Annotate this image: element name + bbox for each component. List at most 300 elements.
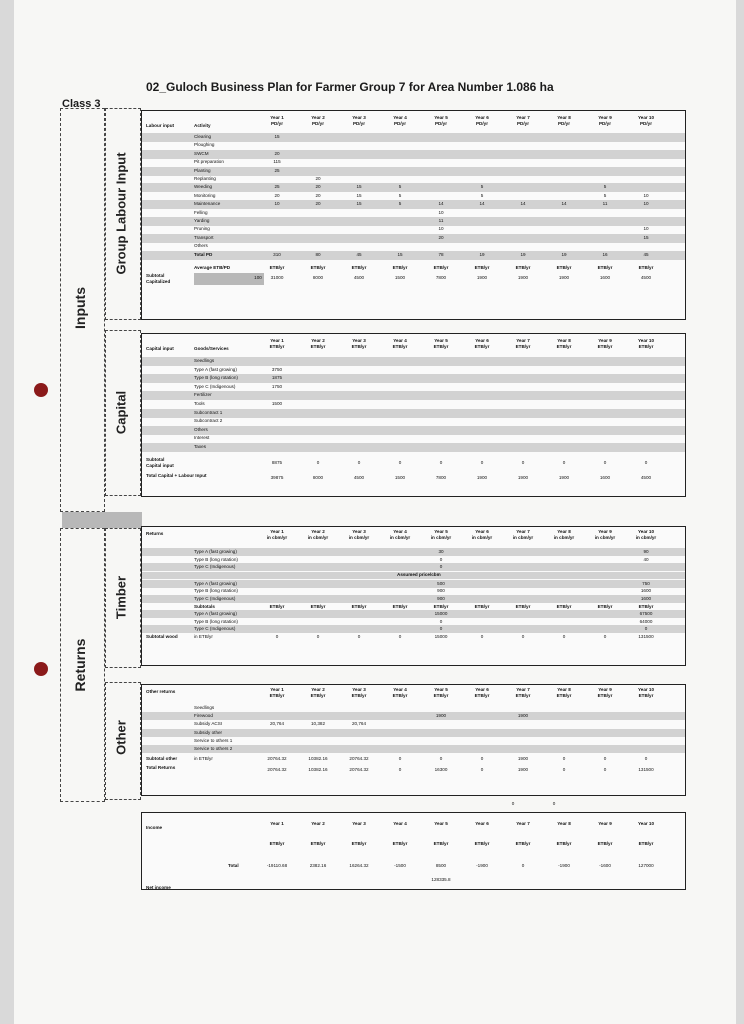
activity-row xyxy=(142,217,685,226)
capital-value: 3750 xyxy=(271,366,283,372)
unit-header: ETB/yr xyxy=(515,841,531,846)
labour-value: 19 xyxy=(561,251,567,257)
timber-type-label: Type B (long rotation) xyxy=(194,588,238,594)
unit-header: in cbm/yr xyxy=(594,535,616,540)
capital-subtotal: 8875 xyxy=(271,459,283,465)
total-returns-value: 0 xyxy=(398,767,402,773)
capitalized-label: Capitalized xyxy=(146,278,171,284)
subtotal-wood-label: Subtotal wood xyxy=(146,634,178,639)
capital-subtotal: 0 xyxy=(439,459,443,465)
year-header: Year 3 xyxy=(352,529,366,534)
group-labour-label: Group Labour Input xyxy=(113,152,129,275)
labour-value: 10 xyxy=(274,201,280,207)
unit-header: ETB/yr xyxy=(269,264,285,270)
income-value: -1900 xyxy=(558,863,570,868)
activity-label: Planting xyxy=(194,167,211,173)
labour-value: 10 xyxy=(643,226,649,232)
activity-row xyxy=(142,133,685,142)
labour-value: 15 xyxy=(643,234,649,240)
timber-volume: 0 xyxy=(439,564,443,570)
year-header: Year 3 xyxy=(352,115,366,120)
year-header: Year 4 xyxy=(393,687,407,692)
subtotal-wood-value: 0 xyxy=(521,634,525,639)
income-value: -19110.68 xyxy=(266,863,288,868)
capital-item-label: Fertilizer xyxy=(194,392,212,398)
unit-header: PD/yr xyxy=(639,121,652,126)
activity-label: Weeding xyxy=(194,184,213,190)
labour-subtotal: 7800 xyxy=(435,274,447,280)
unit-header: ETB/yr xyxy=(556,693,572,698)
total-capital-labour: 1900 xyxy=(558,474,570,480)
labour-value: 5 xyxy=(398,192,402,198)
unit-header: in cbm/yr xyxy=(471,535,493,540)
timber-subtotal: 15000 xyxy=(434,611,448,617)
year-header: Year 9 xyxy=(598,115,612,120)
unit-header: PD/yr xyxy=(393,121,406,126)
year-header: Year 4 xyxy=(393,115,407,120)
labour-value: 78 xyxy=(438,251,444,257)
labour-subtotal: 4500 xyxy=(640,274,652,280)
total-returns-value: 0 xyxy=(480,767,484,773)
labour-value: 20 xyxy=(274,192,280,198)
labour-value: 15 xyxy=(397,251,403,257)
subsidy-value: 20,764 xyxy=(351,721,367,727)
timber-table xyxy=(141,526,686,666)
year-header: Year 4 xyxy=(393,821,407,826)
total-capital-labour: 7800 xyxy=(435,474,447,480)
unit-header: ETB/yr xyxy=(269,603,285,609)
subtotal-wood-value: 15000 xyxy=(434,634,448,639)
year-header: Year 9 xyxy=(598,338,612,343)
unit-header: ETB/yr xyxy=(351,693,367,698)
labour-value: 5 xyxy=(480,184,484,190)
income-value: -1900 xyxy=(476,863,488,868)
year-header: Year 1 xyxy=(270,529,284,534)
unit-header: ETB/yr xyxy=(351,264,367,270)
unit-header: ETB/yr xyxy=(310,344,326,349)
price-band-label: Assumed price/cbm xyxy=(397,571,441,577)
unit-header: ETB/yr xyxy=(351,344,367,349)
activity-header: Activity xyxy=(194,123,211,128)
year-header: Year 7 xyxy=(516,338,530,343)
income-value: 2382.16 xyxy=(309,863,327,868)
capital-subtotal: 0 xyxy=(357,459,361,465)
subtotal-other-value: 0 xyxy=(562,756,566,762)
year-header: Year 7 xyxy=(516,529,530,534)
capital-item-label: Seedlings xyxy=(194,358,215,363)
labour-value: 20 xyxy=(315,176,321,181)
year-header: Year 9 xyxy=(598,821,612,826)
labour-value: 310 xyxy=(273,251,281,257)
unit-header: ETB/yr xyxy=(474,344,490,349)
total-returns-value: 20764.32 xyxy=(267,767,287,773)
income-value: -1600 xyxy=(599,863,611,868)
subtotal-other-value: 0 xyxy=(439,756,443,762)
labour-value: 45 xyxy=(356,251,362,257)
total-returns-value: 20764.32 xyxy=(349,767,369,773)
capital-subtotal: 0 xyxy=(480,459,484,465)
year-header: Year 1 xyxy=(270,687,284,692)
unit-header: ETB/yr xyxy=(515,603,531,609)
total-returns-value: 1900 xyxy=(517,767,529,773)
capital-row xyxy=(142,391,685,400)
year-header: Year 8 xyxy=(557,529,571,534)
activity-label: Yarding xyxy=(194,218,210,223)
timber-price: 900 xyxy=(437,588,445,594)
activity-label: Maintenance xyxy=(194,201,221,207)
labour-value: 19 xyxy=(479,251,485,257)
labour-value: 10 xyxy=(438,209,444,215)
net-income-label: Net income xyxy=(146,885,171,890)
other-row xyxy=(142,729,685,737)
labour-value: 5 xyxy=(603,184,607,190)
timber-subtotal: 64000 xyxy=(639,618,653,624)
unit-header: PD/yr xyxy=(270,121,283,126)
labour-value: 16 xyxy=(602,251,608,257)
below-zero-value: 0 xyxy=(511,801,515,806)
labour-value: 15 xyxy=(356,184,362,190)
labour-value: 15 xyxy=(356,192,362,198)
labour-subtotal: 1900 xyxy=(517,274,529,280)
year-header: Year 3 xyxy=(352,338,366,343)
binder-hole-icon xyxy=(34,383,48,397)
year-header: Year 6 xyxy=(475,338,489,343)
income-value: 8500 xyxy=(435,863,447,868)
unit-header: ETB/yr xyxy=(392,344,408,349)
year-header: Year 6 xyxy=(475,529,489,534)
unit-header: ETB/yr xyxy=(310,693,326,698)
capital-row xyxy=(142,409,685,418)
total-capital-labour: 39875 xyxy=(270,474,284,480)
unit-header: ETB/yr xyxy=(433,264,449,270)
subtotal-other-value: 1900 xyxy=(517,756,529,762)
labour-value: 14 xyxy=(438,201,444,207)
labour-value: 5 xyxy=(398,184,402,190)
avg-etb-value: 100 xyxy=(254,274,262,280)
subtotal-other-value: 20764.32 xyxy=(267,756,287,762)
year-header: Year 1 xyxy=(270,821,284,826)
unit-header: ETB/yr xyxy=(392,841,408,846)
labour-value: 5 xyxy=(480,192,484,198)
unit-header: ETB/yr xyxy=(597,344,613,349)
year-header: Year 2 xyxy=(311,687,325,692)
timber-volume: 90 xyxy=(643,549,649,554)
capital-row xyxy=(142,357,685,366)
labour-value: 14 xyxy=(479,201,485,207)
unit-header: PD/yr xyxy=(311,121,324,126)
year-header: Year 8 xyxy=(557,687,571,692)
labour-subtotal: 4500 xyxy=(353,274,365,280)
total-capital-labour: 1600 xyxy=(599,474,611,480)
timber-price: 500 xyxy=(437,580,445,586)
labour-subtotal: 1900 xyxy=(476,274,488,280)
activity-row xyxy=(142,150,685,159)
subtotal-label: Subtotal xyxy=(146,272,165,278)
unit-header: ETB/yr xyxy=(515,264,531,270)
goods-services-header: Goods/Services xyxy=(194,346,229,351)
timber-price: 1600 xyxy=(640,596,652,601)
unit-header: ETB/yr xyxy=(433,344,449,349)
unit-header: ETB/yr xyxy=(597,693,613,698)
capital-label: Capital xyxy=(113,390,129,435)
timber-type-label: Type A (fast growing) xyxy=(194,580,237,586)
unit-header: PD/yr xyxy=(598,121,611,126)
income-value: 0 xyxy=(521,863,525,868)
subtotal-wood-value: 0 xyxy=(480,634,484,639)
labour-value: 14 xyxy=(520,201,526,207)
unit-header: PD/yr xyxy=(475,121,488,126)
unit-header: in cbm/yr xyxy=(512,535,534,540)
other-item-label: Subsidy other xyxy=(194,729,223,735)
year-header: Year 5 xyxy=(434,687,448,692)
labour-value: 15 xyxy=(274,134,280,139)
unit-header: ETB/yr xyxy=(474,603,490,609)
total-capital-labour: 8000 xyxy=(312,474,324,480)
timber-label: Timber xyxy=(113,575,129,620)
unit-header: ETB/yr xyxy=(474,841,490,846)
unit-header: ETB/yr xyxy=(269,841,285,846)
unit-header: in cbm/yr xyxy=(307,535,329,540)
returns-label: Returns xyxy=(72,638,88,692)
labour-value: 15 xyxy=(356,201,362,207)
capital-table xyxy=(141,333,686,497)
unit-header: ETB/yr xyxy=(310,603,326,609)
labour-value: 25 xyxy=(274,184,280,190)
other-label: Other xyxy=(113,720,129,755)
labour-value: 20 xyxy=(315,201,321,207)
unit-header: ETB/yr xyxy=(638,344,654,349)
activity-label: Ploughing xyxy=(194,142,215,148)
below-zero-value: 0 xyxy=(552,801,556,806)
other-item-label: Firewood xyxy=(194,713,213,719)
activity-label: SWCM xyxy=(194,150,209,156)
year-header: Year 7 xyxy=(516,687,530,692)
capital-item-label: Type C (Indigenous) xyxy=(194,383,236,389)
labour-subtotal: 1500 xyxy=(394,274,406,280)
timber-volume: 30 xyxy=(438,549,444,554)
labour-value: 20 xyxy=(274,150,280,156)
timber-volume: 40 xyxy=(643,556,649,562)
unit-header: ETB/yr xyxy=(269,693,285,698)
subtotal-wood-value: 0 xyxy=(275,634,279,639)
timber-type-label: Type B (long rotation) xyxy=(194,556,238,562)
unit-header: ETB/yr xyxy=(392,264,408,270)
activity-label: Transport xyxy=(194,234,214,240)
subtotal-other-value: 0 xyxy=(398,756,402,762)
unit-header: ETB/yr xyxy=(310,264,326,270)
capital-item-label: Type B (long rotation) xyxy=(194,375,238,381)
unit-header: PD/yr xyxy=(516,121,529,126)
unit-header: ETB/yr xyxy=(597,841,613,846)
other-item-label: Service to others 1 xyxy=(194,737,233,743)
labour-value: 20 xyxy=(315,192,321,198)
timber-subtotal: 0 xyxy=(644,626,648,632)
capital-subtotal: 0 xyxy=(644,459,648,465)
labour-value: 14 xyxy=(561,201,567,207)
activity-label: Replanting xyxy=(194,176,216,181)
unit-header: ETB/yr xyxy=(638,603,654,609)
activity-label: Pit preparation xyxy=(194,159,224,165)
unit-header: ETB/yr xyxy=(638,264,654,270)
other-returns-table xyxy=(141,684,686,796)
labour-value: 10 xyxy=(438,226,444,232)
other-item-label: Seedlings xyxy=(194,705,215,710)
unit-header: ETB/yr xyxy=(556,841,572,846)
year-header: Year 8 xyxy=(557,115,571,120)
labour-value: 80 xyxy=(315,251,321,257)
subtotal-other-label: Subtotal other xyxy=(146,756,178,762)
total-returns-value: 0 xyxy=(603,767,607,773)
labour-value: 19 xyxy=(520,251,526,257)
firewood-value: 1900 xyxy=(435,713,447,719)
unit-header: in cbm/yr xyxy=(635,535,657,540)
subtotal-other-value: 0 xyxy=(644,756,648,762)
capital-item-label: Tools xyxy=(194,401,205,406)
separator-band xyxy=(62,512,142,528)
capital-subtotal: 0 xyxy=(521,459,525,465)
unit-header: ETB/yr xyxy=(351,603,367,609)
capital-item-label: Interest xyxy=(194,435,210,441)
activity-label: Total PD xyxy=(194,251,213,257)
total-returns-value: 0 xyxy=(562,767,566,773)
unit-header: ETB/yr xyxy=(433,603,449,609)
year-header: Year 10 xyxy=(637,821,655,826)
capital-subtotal: 0 xyxy=(398,459,402,465)
unit-header: in cbm/yr xyxy=(553,535,575,540)
year-header: Year 5 xyxy=(434,338,448,343)
labour-value: 11 xyxy=(438,218,444,223)
timber-subtotal: 0 xyxy=(439,618,443,624)
inputs-label: Inputs xyxy=(72,287,88,329)
timber-type-label: Type A (fast growing) xyxy=(194,611,237,617)
class-label: Class 3 xyxy=(62,98,101,110)
year-header: Year 1 xyxy=(270,115,284,120)
year-header: Year 5 xyxy=(434,821,448,826)
total-capital-labour-label: Total Capital + Labour Input xyxy=(146,472,207,478)
other-item-label: Service to others 2 xyxy=(194,746,233,751)
total-capital-labour: 1500 xyxy=(394,474,406,480)
unit-header: ETB/yr xyxy=(597,603,613,609)
total-returns-value: 10382.16 xyxy=(308,767,328,773)
subtotal-other-value: 0 xyxy=(480,756,484,762)
income-value: 127000 xyxy=(638,863,654,868)
capital-item-label: Subcontract 1 xyxy=(194,409,223,415)
activity-row xyxy=(142,167,685,176)
total-returns-value: 131500 xyxy=(638,767,654,773)
unit-header: ETB/yr xyxy=(433,841,449,846)
unit-header: ETB/yr xyxy=(474,264,490,270)
labour-value: 115 xyxy=(273,159,281,165)
timber-subtotal: 67500 xyxy=(639,611,653,617)
timber-type-label: Type A (fast growing) xyxy=(194,549,237,554)
subtotal-wood-value: 0 xyxy=(316,634,320,639)
labour-value: 20 xyxy=(315,184,321,190)
labour-value: 5 xyxy=(603,192,607,198)
timber-type-label: Type C (Indigenous) xyxy=(194,596,236,601)
year-header: Year 8 xyxy=(557,821,571,826)
subtotal-other-unit: in ETB/yr xyxy=(194,756,213,762)
year-header: Year 2 xyxy=(311,529,325,534)
activity-label: Others xyxy=(194,243,208,249)
year-header: Year 4 xyxy=(393,529,407,534)
total-capital-labour: 1900 xyxy=(476,474,488,480)
timber-type-label: Type C (Indigenous) xyxy=(194,564,236,570)
labour-value: 20 xyxy=(438,234,444,240)
unit-header: PD/yr xyxy=(557,121,570,126)
year-header: Year 2 xyxy=(311,338,325,343)
unit-header: in cbm/yr xyxy=(430,535,452,540)
unit-header: ETB/yr xyxy=(638,841,654,846)
year-header: Year 3 xyxy=(352,821,366,826)
net-income-value: 128335.8 xyxy=(431,877,451,882)
returns-header: Returns xyxy=(146,531,164,536)
unit-header: ETB/yr xyxy=(597,264,613,270)
year-header: Year 2 xyxy=(311,821,325,826)
unit-header: ETB/yr xyxy=(515,344,531,349)
capital-value: 1500 xyxy=(271,401,283,406)
labour-value: 10 xyxy=(643,192,649,198)
labour-value: 10 xyxy=(643,201,649,207)
unit-header: ETB/yr xyxy=(392,693,408,698)
unit-header: ETB/yr xyxy=(433,693,449,698)
subtotal-other-value: 0 xyxy=(603,756,607,762)
unit-header: ETB/yr xyxy=(269,344,285,349)
total-capital-labour: 4500 xyxy=(353,474,365,480)
firewood-value: 1900 xyxy=(517,713,529,719)
avg-etb-label: Average ETB/PD xyxy=(194,264,231,270)
activity-row xyxy=(142,234,685,243)
capital-row xyxy=(142,426,685,435)
labour-subtotal: 1600 xyxy=(599,274,611,280)
capital-input-header: Capital input xyxy=(146,346,174,351)
year-header: Year 7 xyxy=(516,821,530,826)
unit-header: PD/yr xyxy=(352,121,365,126)
year-header: Year 10 xyxy=(637,115,655,120)
timber-type-label: Type B (long rotation) xyxy=(194,618,238,624)
total-capital-labour: 1900 xyxy=(517,474,529,480)
capital-value: 1750 xyxy=(271,383,283,389)
labour-table xyxy=(141,110,686,320)
unit-header: ETB/yr xyxy=(556,264,572,270)
binder-hole-icon xyxy=(34,662,48,676)
subtotal-other-value: 20764.32 xyxy=(349,756,369,762)
year-header: Year 4 xyxy=(393,338,407,343)
capital-item-label: Taxes xyxy=(194,444,206,449)
labour-value: 45 xyxy=(643,251,649,257)
labour-value: 25 xyxy=(274,167,280,173)
timber-price: 750 xyxy=(642,580,650,586)
unit-header: ETB/yr xyxy=(474,693,490,698)
subtotal-wood-unit: in ETB/yr xyxy=(194,634,213,639)
year-header: Year 10 xyxy=(637,529,655,534)
subtotal-wood-value: 131500 xyxy=(638,634,654,639)
capital-input-label: Capital input xyxy=(146,462,174,468)
subsidy-value: 20,764 xyxy=(269,721,285,727)
labour-value: 5 xyxy=(398,201,402,207)
document-title: 02_Guloch Business Plan for Farmer Group 7 for Area Number 1.086 ha xyxy=(146,80,554,94)
capital-item-label: Others xyxy=(194,426,208,432)
subtotal-wood-value: 0 xyxy=(398,634,402,639)
subtotal-wood-value: 0 xyxy=(357,634,361,639)
labour-subtotal: 8000 xyxy=(312,274,324,280)
activity-label: Felling xyxy=(194,209,208,215)
capital-subtotal: 0 xyxy=(603,459,607,465)
year-header: Year 5 xyxy=(434,115,448,120)
other-row xyxy=(142,712,685,720)
capital-item-label: Type A (fast growing) xyxy=(194,366,237,372)
timber-type-label: Type C (Indigenous) xyxy=(194,626,236,632)
timber-subtotal: 0 xyxy=(439,626,443,632)
